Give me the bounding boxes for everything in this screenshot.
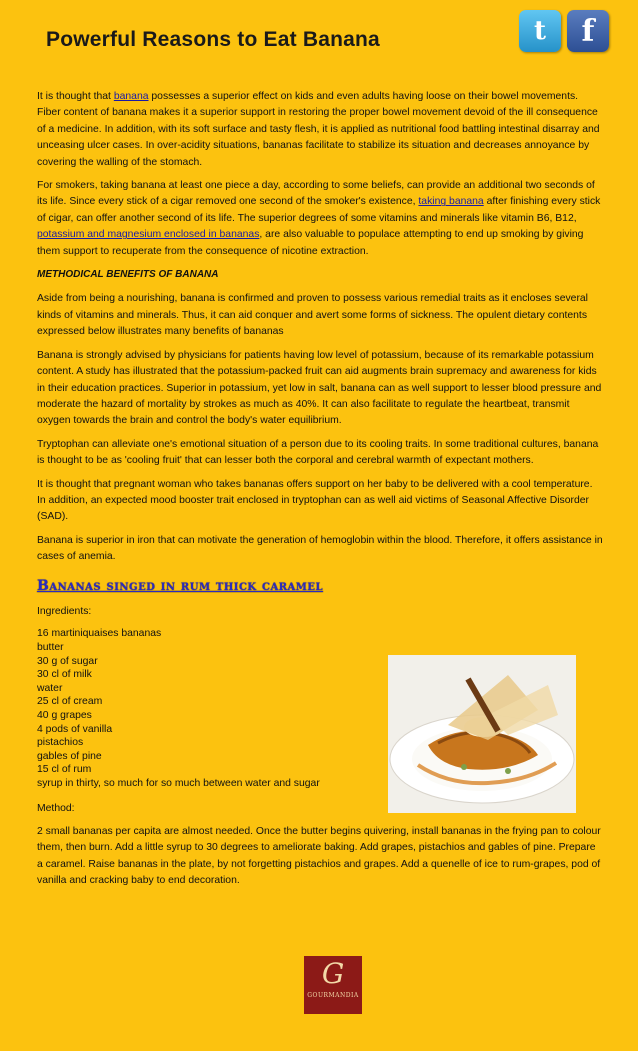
- intro-paragraph-1: [37, 89, 603, 171]
- ingredient-item: pistachios: [37, 737, 84, 749]
- benefit-paragraph: Banana is superior in iron that can motivate the generation of hemoglobin within the blood. Therefore, it offers assistance in cases of anemia.: [37, 534, 603, 563]
- ingredient-item: gables of pine: [37, 750, 102, 762]
- benefits-heading: METHODICAL BENEFITS OF BANANA: [37, 269, 219, 281]
- ingredient-item: butter: [37, 641, 64, 653]
- facebook-icon[interactable]: f: [567, 10, 609, 52]
- dessert-illustration: [388, 655, 576, 813]
- dessert-photo: [388, 655, 576, 813]
- text: , are also valuable to populace attempting to end up smoking by giving them support to recuperate from the consequence of nicotine extraction.: [37, 229, 584, 257]
- potassium-magnesium-link[interactable]: potassium and magnesium enclosed in bananas: [37, 229, 260, 241]
- text: For smokers, taking banana at least one piece a day, according to some beliefs, can provide an additional two seconds of its life. Since every stick of a cigar removed one second of the smoker's existence,: [37, 180, 595, 208]
- logo-initial: G: [321, 957, 345, 990]
- ingredient-item: water: [37, 682, 63, 694]
- ingredient-item: syrup in thirty, so much for so much between water and sugar: [37, 777, 320, 789]
- ingredient-item: 30 cl of milk: [37, 669, 92, 681]
- text: after finishing every stick of cigar, can offer another second of its life. The superior degrees of some vitamins and minerals like vitamin B6, B12,: [37, 196, 601, 224]
- benefit-paragraph: Aside from being a nourishing, banana is confirmed and proven to possess various remedial traits as it encloses several kinds of vitamins and minerals. Thus, it can aid conquer and avert some forms of sickness. The opulent dietary contents expressed below illustrates many benefits of bananas: [37, 293, 588, 338]
- benefit-paragraph: It is thought that pregnant woman who takes bananas offers support on her baby to be delivered with a cool temperature. In addition, an expected mood booster trait enclosed in tryptophan can as well aid victims of Seasonal Affective Disorder (SAD).: [37, 478, 593, 523]
- gourmandia-logo: [304, 956, 362, 1014]
- recipe-title: Bananas singed in rum thick caramel: [37, 577, 324, 594]
- benefit-paragraph: Banana is strongly advised by physicians for patients having low level of potassium, because of its remarkable potassium content. A study has illustrated that the potassium-packed fruit can aid augments brain supremacy and awareness for kids in their education practices. Superior in potassium, yet low in salt, banana can as well support to lesser blood pressure and moderate the hazard of mortality by strokes as much as 40%. It can also facilitate to regulate the heartbeat, transmit oxygen towards the brain and control the body's water equilibrium.: [37, 349, 602, 427]
- ingredient-item: 15 cl of rum: [37, 764, 92, 776]
- ingredient-item: 40 g grapes: [37, 709, 92, 721]
- social-links: [519, 10, 609, 52]
- intro-paragraph-2: [37, 178, 603, 260]
- text: possesses a superior effect on kids and even adults having loose on their bowel movements. Fiber content of banana makes it a superior support in restoring the proper bowel movement devoid of the ill consequence of a medicine. In addition, with its soft surface and tasty flesh, it is applied as nutritional food battling intestinal disarray and unceasing ulcer cases. In over-acidity situations, bananas facilitate to stabilize its situation and decreases annoyance by covering the walling of the stomach.: [37, 91, 600, 168]
- method-label: Method:: [37, 802, 75, 814]
- ingredient-item: 16 martiniquaises bananas: [37, 628, 162, 640]
- ingredient-item: 25 cl of cream: [37, 696, 103, 708]
- taking-banana-link[interactable]: taking banana: [418, 196, 484, 208]
- ingredients-label: Ingredients:: [37, 605, 92, 617]
- twitter-icon[interactable]: t: [519, 10, 561, 52]
- ingredient-item: 30 g of sugar: [37, 655, 98, 667]
- text: It is thought that: [37, 91, 114, 102]
- benefit-paragraph: Tryptophan can alleviate one's emotional situation of a person due to its cooling traits. In some traditional cultures, banana is thought to be as 'cooling fruit' that can lesser both the corporal and cerebral warmth of expectant mothers.: [37, 438, 599, 467]
- banana-link[interactable]: banana: [113, 91, 149, 102]
- logo-name: GOURMANDIA: [307, 992, 359, 999]
- ingredient-item: 4 pods of vanilla: [37, 723, 113, 735]
- page-title: Powerful Reasons to Eat Banana: [46, 28, 380, 51]
- method-text: 2 small bananas per capita are almost needed. Once the butter begins quivering, install bananas in the frying pan to colour them, then burn. Add a little syrup to 30 degrees to ameliorate baking. Add grapes, pistachios and gables of pine. Prepare a caramel. Raise bananas in the plate, by not forgetting pistachios and grapes. Add a quenelle of ice to rum-grapes, pod of vanilla and cracking baby to end decoration.: [37, 825, 601, 887]
